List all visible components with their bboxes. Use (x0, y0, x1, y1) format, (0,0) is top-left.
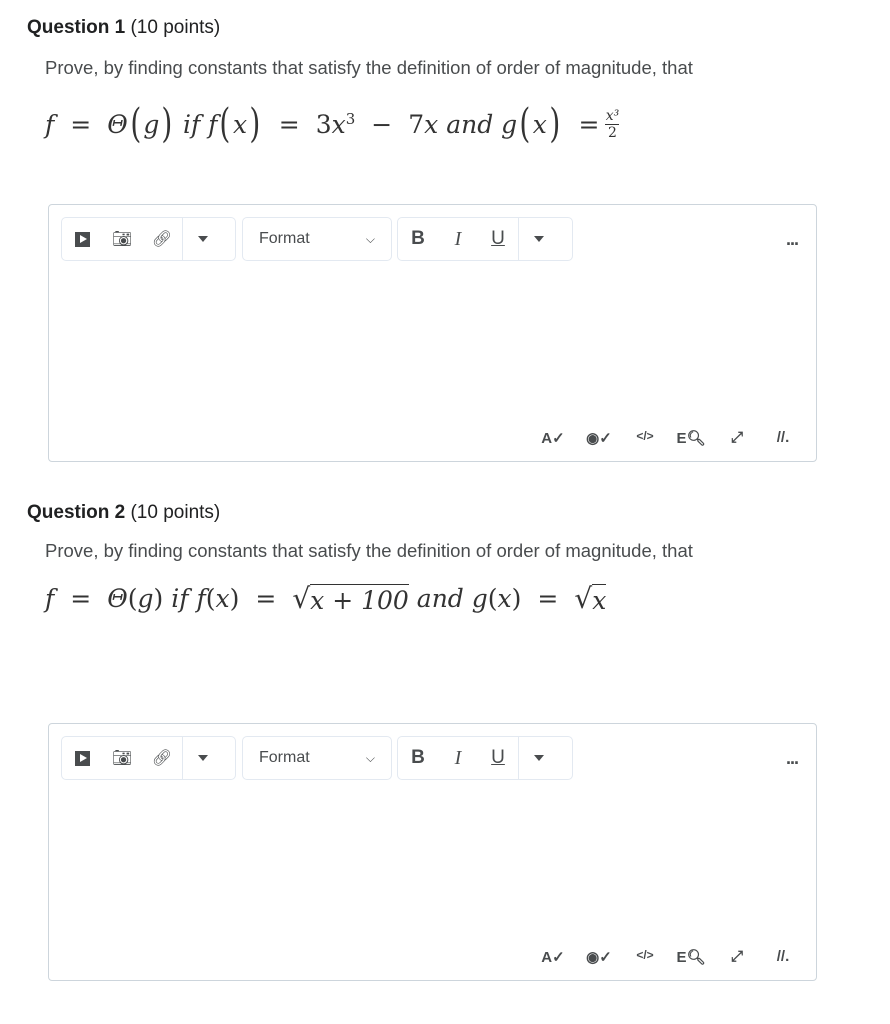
more-actions-button[interactable]: ... (785, 229, 798, 249)
answer-editor[interactable] (48, 723, 817, 981)
insert-link-button[interactable] (142, 737, 182, 779)
fullscreen-icon: ⤢ (730, 429, 743, 446)
insert-video-button[interactable] (62, 737, 102, 779)
dropdown-icon (198, 755, 208, 761)
question-math: f = Θ ( g ) if f ( x ) = 3 x $^3$ − 7 x and g ( x ) = $\frac{\text{x³}}{2}$ (45, 101, 620, 147)
spellcheck-icon: A✓ (541, 430, 565, 447)
link-icon: 🔗︎ (151, 750, 173, 767)
preview-button[interactable] (668, 948, 714, 966)
question-points: (10 points) (130, 502, 221, 523)
question-points: (10 points) (130, 17, 221, 38)
underline-button[interactable]: U (491, 747, 505, 768)
format-select[interactable] (242, 736, 392, 780)
source-code-button[interactable]: </> (636, 429, 654, 443)
question-title (27, 502, 220, 524)
question-title (27, 17, 220, 39)
source-code-button[interactable]: </> (636, 948, 654, 962)
spellcheck-button[interactable] (530, 948, 576, 966)
insert-toolbar-group (61, 217, 236, 261)
chevron-down-icon: ⌵ (365, 750, 375, 765)
insert-image-button[interactable] (102, 218, 142, 260)
spellcheck-icon: A✓ (541, 949, 565, 966)
text-style-group (397, 217, 573, 261)
dropdown-icon (534, 236, 544, 242)
preview-icon: E🔍︎ (676, 430, 706, 447)
link-icon: 🔗︎ (151, 231, 173, 248)
more-actions-button[interactable]: ... (785, 748, 798, 768)
underline-button[interactable]: U (491, 228, 505, 249)
fullscreen-icon: ⤢ (730, 948, 743, 965)
resize-handle[interactable] (760, 429, 806, 446)
text-style-group (397, 736, 573, 780)
insert-link-button[interactable] (142, 218, 182, 260)
style-more-dropdown[interactable] (519, 737, 559, 779)
insert-video-button[interactable] (62, 218, 102, 260)
accessibility-check-button[interactable] (576, 429, 622, 447)
spellcheck-button[interactable] (530, 429, 576, 447)
insert-toolbar-group (61, 736, 236, 780)
fullscreen-button[interactable] (714, 948, 760, 965)
editor-footer-tools (530, 429, 806, 447)
dropdown-icon (198, 236, 208, 242)
italic-button[interactable]: I (454, 746, 462, 769)
question-prompt: Prove, by finding constants that satisfy the definition of order of magnitude, that (45, 57, 693, 78)
question-label: Question 1 (27, 17, 126, 38)
chevron-down-icon: ⌵ (365, 231, 375, 246)
format-select[interactable] (242, 217, 392, 261)
bold-button[interactable]: B (411, 228, 425, 249)
preview-icon: E🔍︎ (676, 949, 706, 966)
camera-icon: 📷︎ (111, 750, 133, 767)
question-label: Question 2 (27, 502, 126, 523)
style-more-dropdown[interactable] (519, 218, 559, 260)
answer-editor[interactable] (48, 204, 817, 462)
insert-image-button[interactable] (102, 737, 142, 779)
format-label: Format (259, 230, 310, 247)
accessibility-check-icon: ◉✓ (586, 949, 612, 966)
accessibility-check-icon: ◉✓ (586, 430, 612, 447)
format-label: Format (259, 749, 310, 766)
fullscreen-button[interactable] (714, 429, 760, 446)
italic-button[interactable]: I (454, 227, 462, 250)
camera-icon: 📷︎ (111, 231, 133, 248)
insert-more-dropdown[interactable] (183, 737, 223, 779)
video-icon (75, 232, 90, 247)
question-math: f = Θ ( g ) if f ( x ) = √ x + 100 and g ( x ) = √ x (45, 582, 607, 615)
preview-button[interactable] (668, 429, 714, 447)
question-prompt: Prove, by finding constants that satisfy the definition of order of magnitude, that (45, 540, 693, 561)
editor-footer-tools (530, 948, 806, 966)
accessibility-check-button[interactable] (576, 948, 622, 966)
video-icon (75, 751, 90, 766)
bold-button[interactable]: B (411, 747, 425, 768)
insert-more-dropdown[interactable] (183, 218, 223, 260)
dropdown-icon (534, 755, 544, 761)
resize-icon: //. (776, 948, 790, 965)
resize-icon: //. (776, 429, 790, 446)
resize-handle[interactable] (760, 948, 806, 965)
